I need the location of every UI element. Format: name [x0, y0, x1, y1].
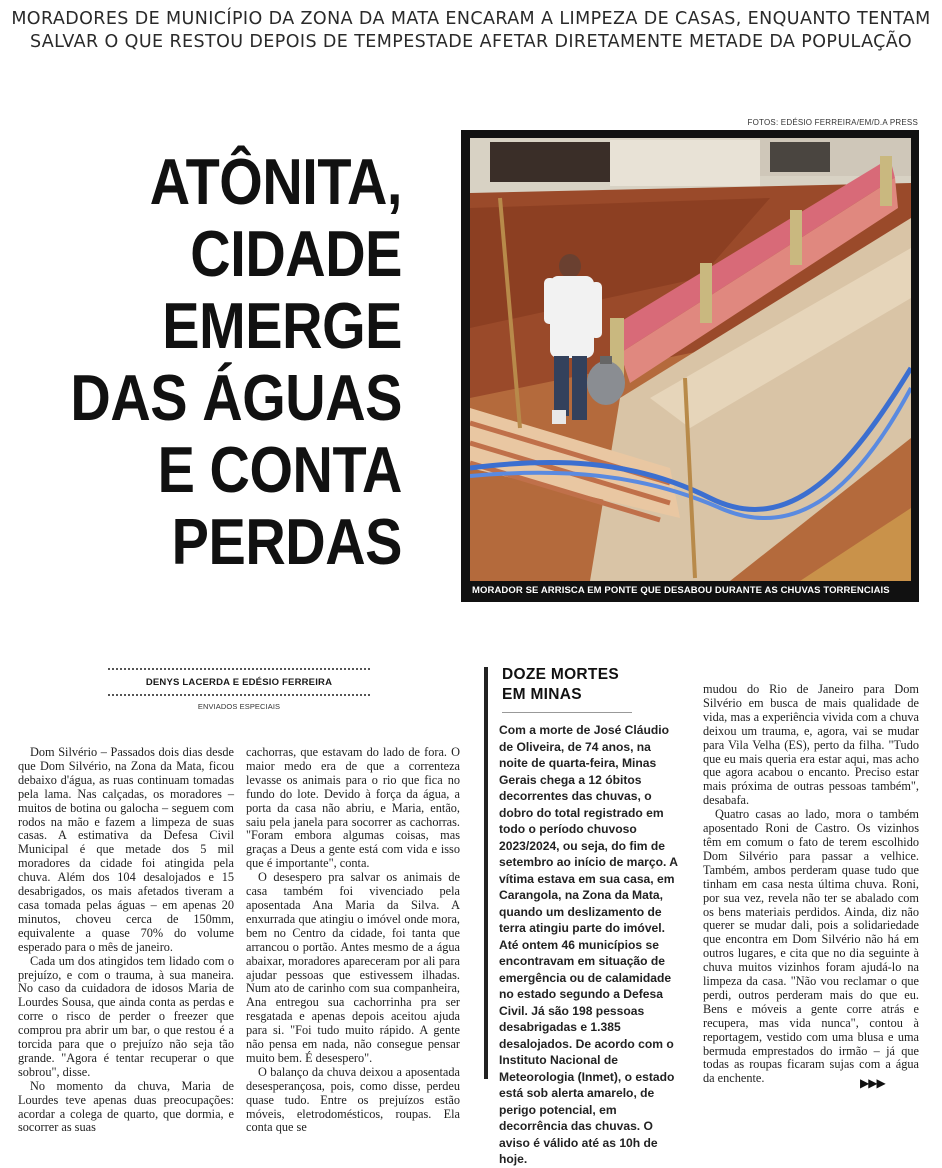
headline	[58, 146, 402, 578]
kicker-line-2: SALVAR O QUE RESTOU DEPOIS DE TEMPESTADE AFETAR DIRETAMENTE METADE DA POPULAÇÃO	[29, 32, 913, 52]
article-column-2	[246, 746, 460, 1135]
article-paragraph: Cada um dos atingidos tem lidado com o prejuízo, e com o trauma, à sua maneira. No caso da cuidadora de idosos Maria de Lourdes Sousa, que ainda conta as perdas e corre o risco de perder o freezer que comprou pra abrir um bar, o que restou é a torcida para que o prejuízo não seja tão grande. "Agora é tentar recuperar o que sobrou", disse.	[18, 953, 234, 1079]
article-paragraph: Dom Silvério – Passados dois dias desde que Dom Silvério, na Zona da Mata, ficou debaixo d'água, as ruas continuam tomadas pela lama. Nas calçadas, os moradores – muitos de botina ou galocha – seguem com rodos na mão e fazem a limpeza de suas casas. A estimativa da Defesa Civil Municipal é que metade dos 5 mil moradores da cidade foi atingida pela chuva. Além dos 104 desalojados e 15 desabrigados, os mais afetados tiveram a casa tomada pelas águas – em apenas 20 minutos, choveu cerca de 150mm, equivalente a quase 70% do volume esperado para o mês de janeiro.	[18, 745, 234, 954]
byline-role: ENVIADOS ESPECIAIS	[197, 702, 281, 711]
sidebar-accent-bar	[484, 667, 488, 1079]
kicker	[0, 8, 942, 54]
headline-line: E CONTA	[157, 433, 402, 506]
news-photo	[470, 138, 911, 581]
sidebar-title	[502, 665, 682, 705]
sidebar-title-line: EM MINAS	[502, 686, 582, 703]
byline	[108, 668, 370, 711]
headline-line: EMERGE	[162, 289, 402, 362]
sidebar-title-line: DOZE MORTES	[502, 666, 619, 683]
photo-illustration	[470, 138, 911, 581]
headline-line: DAS ÁGUAS	[70, 361, 402, 434]
headline-line: ATÔNITA,	[149, 145, 402, 218]
headline-line: CIDADE	[190, 217, 402, 290]
continue-arrow-icon: ▶▶▶	[860, 1076, 885, 1090]
article-paragraph: No momento da chuva, Maria de Lourdes teve apenas duas preocupações: acordar a colega de quarto, que dormia, e socorrer as suas	[18, 1078, 234, 1135]
divider	[108, 694, 370, 696]
headline-line: PERDAS	[171, 505, 402, 578]
photo-caption: MORADOR SE ARRISCA EM PONTE QUE DESABOU DURANTE AS CHUVAS TORRENCIAIS	[472, 585, 890, 596]
byline-authors: DENYS LACERDA E EDÉSIO FERREIRA	[145, 677, 333, 688]
article-paragraph: O balanço da chuva deixou a aposentada desesperançosa, pois, como disse, perdeu quase tudo. Entre os prejuízos estão móveis, eletrodomésticos, roupas. Ela conta que se	[246, 1064, 460, 1135]
article-column-4	[703, 683, 919, 1086]
article-paragraph: Quatro casas ao lado, mora o também aposentado Roni de Castro. Os vizinhos têm em comum o fato de terem escolhido Dom Silvério para passar a velhice. Também, ambos perderam quase tudo que tinham em casa nesta última chuva. Roni, por sua vez, revela não ter se abalado com os bens materiais perdidos. Ainda, diz não querer se mudar dali, pois a solidariedade que encontra em Dom Silvério não há em outros lugares, e cita que no dia seguinte à chuva muitos vizinhos foram ajudá-lo na limpeza da casa. "Não vou reclamar o que perdi, outros perderam mais do que eu. Bens e móveis a gente corre atrás e recupera, mas vida nunca", contou à reportagem, vestido com uma blusa e uma bermuda emprestados do irmão – já que todas as roupas ficaram sujas com a água da enchente.	[703, 807, 919, 1086]
article-column-1	[18, 746, 234, 1135]
divider	[502, 712, 632, 713]
sidebar-text: Com a morte de José Cláudio de Oliveira, de 74 anos, na noite de quarta-feira, Minas Gerais chega a 12 óbitos decorrentes das chuvas, o dobro do total registrado em todo o período chuvoso 2023/2024, ou seja, do fim de setembro ao início de março. A vítima estava em sua casa, em Carangola, na Zona da Mata, quando um deslizamento de terra atingiu parte do imóvel. Até ontem 46 municípios se encontravam em situação de emergência ou de calamidade no estado segundo a Defesa Civil. Já são 198 pessoas desabrigadas e 1.385 desalojados. De acordo com o Instituto Nacional de Meteorologia (Inmet), o estado está sob alerta amarelo, de perigo potencial, em decorrência das chuvas. O aviso é válido até as 10h de hoje.	[499, 723, 678, 1166]
article-paragraph: O desespero pra salvar os animais de casa também foi vivenciado pela aposentada Ana Maria da Silva. A enxurrada que atingiu o imóvel onde mora, bem no Centro da cidade, foi tanta que arrancou o portão. Antes mesmo de a água abaixar, moradores apareceram por ali para ajudar pessoas que estivessem ilhadas. Num ato de carinho com sua companheira, Ana entregou sua cachorrinha pra ser resgatada e apenas depois aceitou ajuda para si. "Foi tudo muito rápido. A gente não pensa em nada, não consegue pensar muito bem. É desespero".	[246, 870, 460, 1065]
article-paragraph: cachorras, que estavam do lado de fora. O maior medo era de que a correnteza levasse os animais para o rio que fica no fundo do lote. Devido à força da água, a porta da casa não abriu, e Maria, então, saiu pela janela para socorrer as cachorras. "Foram embora algumas coisas, mas graças a Deus a gente está com vida e isso que é importante", conta.	[246, 745, 460, 871]
kicker-line-1: MORADORES DE MUNICÍPIO DA ZONA DA MATA ENCARAM A LIMPEZA DE CASAS, ENQUANTO TENTAM	[11, 9, 931, 29]
photo-credit: FOTOS: EDÉSIO FERREIRA/EM/D.A PRESS	[747, 118, 918, 127]
article-paragraph: mudou do Rio de Janeiro para Dom Silvério em busca de mais qualidade de vida, mas a experiência vivida com a chuva deixou um trauma, e, agora, vai se mudar para Vila Velha (ES), perto da filha. "Tudo que eu mais queria era estar aqui, mas acho que agora acabou o encanto. Preciso estar mais próxima de outras pessoas também", desabafa.	[703, 682, 919, 808]
